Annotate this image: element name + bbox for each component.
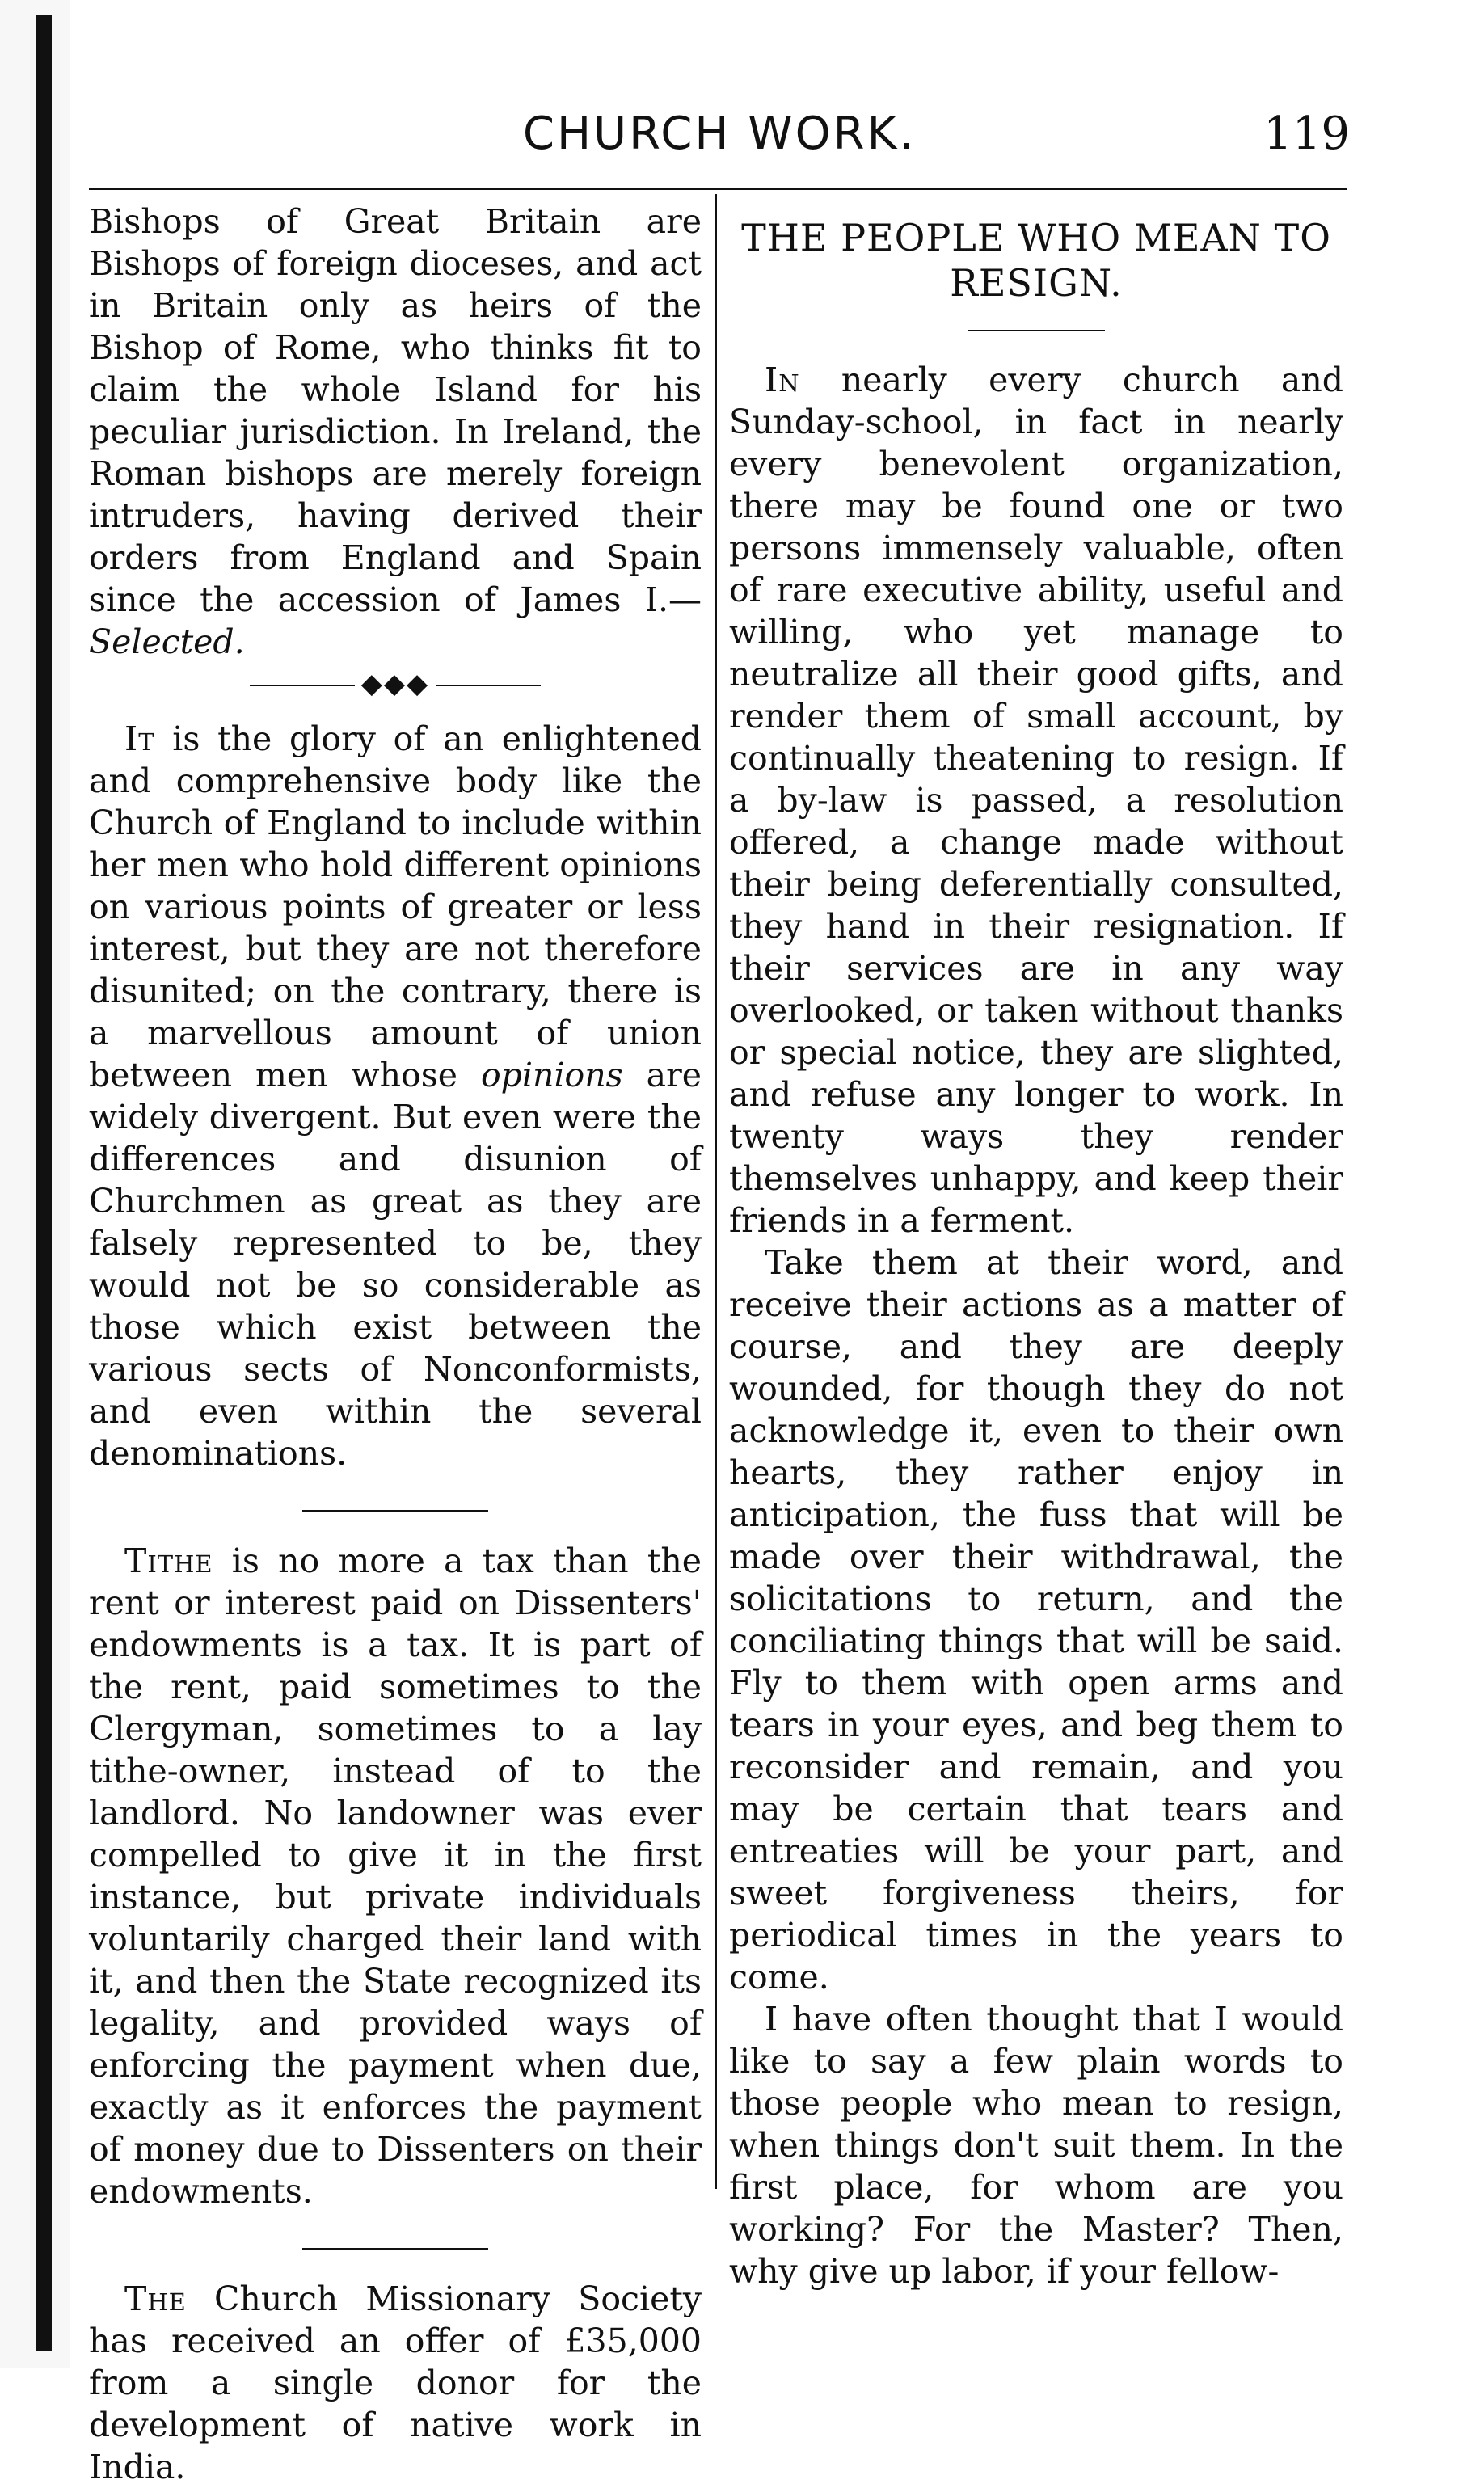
left-column bbox=[89, 200, 702, 2488]
continued-paragraph bbox=[89, 200, 702, 663]
paragraph-lead: It bbox=[124, 719, 155, 758]
article-title: THE PEOPLE WHO MEAN TO RESIGN. bbox=[741, 216, 1331, 305]
binding-edge bbox=[36, 15, 52, 2351]
paragraph-lead: In bbox=[765, 361, 800, 399]
paragraph-text: nearly every church and Sunday-school, in fact in nearly every benevolent organization, there may be found one or two persons immensely valuable, often of rare executive ability, useful and willing, who yet manage to neutralize all their good gifts, and render them of small account, by continually theatening to resign. If a by-law is passed, a resolution offered, a change made without their being deferentially consulted, they hand in their resignation. If their services are in any way overlooked, or taken without thanks or special notice, they are slighted, and refuse any longer to work. In twenty ways they render themselves unhappy, and keep their friends in a ferment. bbox=[729, 361, 1343, 1240]
article-paragraph-2: Take them at their word, and receive their actions as a matter of course, and they are deeply wounded, for though they do not acknowledge it, even to their own hearts, they rather enjoy in anticipation, the fuss that will be made over their withdrawal, the solicitations to return, and the conciliating things that will be said. Fly to them with open arms and tears in your eyes, and beg them to reconsider and remain, and you may be certain that tears and entreaties will be your part, and sweet forgiveness theirs, for periodical times in the years to come. bbox=[729, 1243, 1343, 1997]
section-rule bbox=[302, 1510, 488, 1512]
title-rule bbox=[968, 330, 1105, 331]
page-header bbox=[89, 102, 1350, 175]
paragraph-missionary-society bbox=[89, 2278, 702, 2488]
paragraph-church-of-england bbox=[89, 718, 702, 1474]
paragraph-text: Bishops of Great Britain are Bishops of foreign dioceses, and act in Britain only as heirs of the Bishop of Rome, who thinks fit to claim the whole Island for his peculiar jurisdiction. In Ireland, the Roman bishops are merely foreign intruders, having derived their orders from England and Spain since the accession of James I.— bbox=[89, 202, 702, 619]
paragraph-text: is the glory of an enlightened and comprehensive body like the Church of England to include within her men who hold different opinions on various points of greater or less interest, but they are not therefore disunited; on the contrary, there is a marvellous amount of union between men whose bbox=[89, 719, 702, 1094]
paragraph-text-tail: are widely divergent. But even were the differences and disunion of Churchmen as great as they are falsely represented to be, they would not be so considerable as those which exist between the various sects of Nonconformists, and even within the several denominations. bbox=[89, 1056, 702, 1473]
section-rule bbox=[302, 2248, 488, 2250]
article-paragraph-3: I have often thought that I would like to say a few plain words to those people who mean to resign, when things don't suit them. In the first place, for whom are you working? For the Master? Then, why give up labor, if your fellow- bbox=[729, 2000, 1343, 2291]
header-rule bbox=[89, 188, 1347, 190]
selected-credit: Selected. bbox=[89, 622, 245, 661]
paragraph-tithe bbox=[89, 1540, 702, 2212]
paragraph-text: is no more a tax than the rent or interest paid on Dissenters' endowments is a tax. It is part of the rent, paid sometimes to the Clergyman, sometimes to a lay tithe-owner, instead of to the landlord. No landowner was ever compelled to give it in the first instance, but private individuals voluntarily charged their land with it, and then the State recognized its legality, and provided ways of enforcing the payment when due, exactly as it enforces the payment of money due to Dissenters on their endowments. bbox=[89, 1541, 702, 2211]
paragraph-text: Church Missionary Society has received an offer of £35,000 from a single donor for the development of native work in India. bbox=[89, 2279, 702, 2486]
right-column bbox=[729, 200, 1343, 2292]
paragraph-lead: The bbox=[124, 2279, 187, 2318]
page-number: 119 bbox=[1263, 108, 1350, 160]
article-paragraph-1 bbox=[729, 359, 1343, 1242]
paragraph-lead: Tithe bbox=[124, 1541, 213, 1580]
column-divider bbox=[715, 194, 717, 2189]
running-title: CHURCH WORK. bbox=[522, 108, 917, 160]
ornamental-divider: ◆◆◆ bbox=[89, 668, 702, 700]
italic-word: opinions bbox=[481, 1056, 623, 1094]
scan-margin bbox=[0, 0, 70, 2368]
